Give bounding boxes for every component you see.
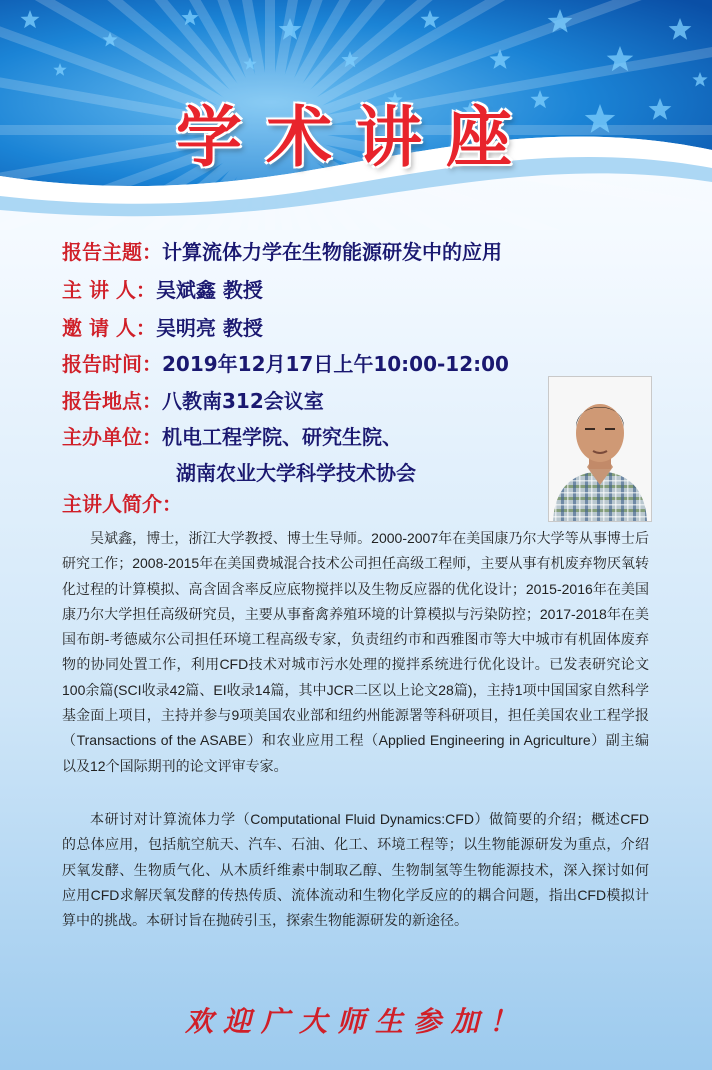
speaker-portrait-image <box>549 377 651 521</box>
host-label: 主办单位： <box>62 425 162 449</box>
host-row <box>62 421 402 450</box>
inviter-row <box>62 312 263 341</box>
venue-value: 八教南312会议室 <box>162 389 324 413</box>
host-row-2 <box>176 457 416 486</box>
topic-row <box>62 236 502 265</box>
time-label: 报告时间： <box>62 352 162 376</box>
speaker-row <box>62 274 263 303</box>
bio-heading: 主讲人简介： <box>62 492 182 516</box>
speaker-photo <box>548 376 652 522</box>
topic-value: 计算流体力学在生物能源研发中的应用 <box>162 240 502 264</box>
time-value: 2019年12月17日上午10:00-12:00 <box>162 352 509 376</box>
time-row <box>62 348 509 377</box>
speaker-label: 主 讲 人： <box>62 278 156 302</box>
bio-paragraph-2: 本研讨对计算流体力学（Computational Fluid Dynamics:CFD）做简要的介绍；概述CFD的总体应用，包括航空航天、汽车、石油、化工、环境工程等；以生物能源研发为重点，介绍厌氧发酵、生物质气化、从木质纤维素中制取乙醇、生物制氢等生物能源技术，深入探讨如何应用CFD求解厌氧发酵的传热传质、流体流动和生物化学反应的的耦合问题，指出CFD模拟计算中的挑战。本研讨旨在抛砖引玉，探索生物能源研发的新途径。 <box>62 811 649 929</box>
inviter-value: 吴明亮 教授 <box>155 316 263 340</box>
speaker-value: 吴斌鑫 教授 <box>155 278 263 302</box>
venue-row <box>62 385 324 414</box>
venue-label: 报告地点： <box>62 389 162 413</box>
poster-title: 学术讲座 <box>176 99 536 176</box>
host-value-line1: 机电工程学院、研究生院、 <box>162 425 402 449</box>
host-value-line2: 湖南农业大学科学技术协会 <box>176 461 416 485</box>
inviter-label: 邀 请 人： <box>62 316 156 340</box>
topic-label: 报告主题： <box>62 240 162 264</box>
welcome-slogan: 欢迎广大师生参加！ <box>184 1005 527 1038</box>
bio-paragraph-1: 吴斌鑫，博士，浙江大学教授、博士生导师。2000-2007年在美国康乃尔大学等从事博士后研究工作；2008-2015年在美国费城混合技术公司担任高级工程师，主要从事有机废弃物厌氧转化过程的计算模拟、高含固含率反应底物搅拌以及生物反应器的优化设计；2015-2016年在美国康乃尔大学担任高级研究员，主要从事畜禽养殖环境的计算模拟与污染防控；2017-2018年在美国布朗-考德威尔公司担任环境工程高级专家，负责纽约市和西雅图市等大中城市有机固体废弃物的协同处置工作，利用CFD技术对城市污水处理的搅拌系统进行优化设计。已发表研究论文100余篇(SCI收录42篇、EI收录14篇，其中JCR二区以上论文28篇)，主持1项中国国家自然科学基金面上项目，主持并参与9项美国农业部和纽约州能源署等科研项目，担任美国农业工程学报（Transactions of the ASABE）和农业应用工程（Applied Engineering in Agriculture）副主编以及12个国际期刊的论文评审专家。 <box>62 530 649 774</box>
